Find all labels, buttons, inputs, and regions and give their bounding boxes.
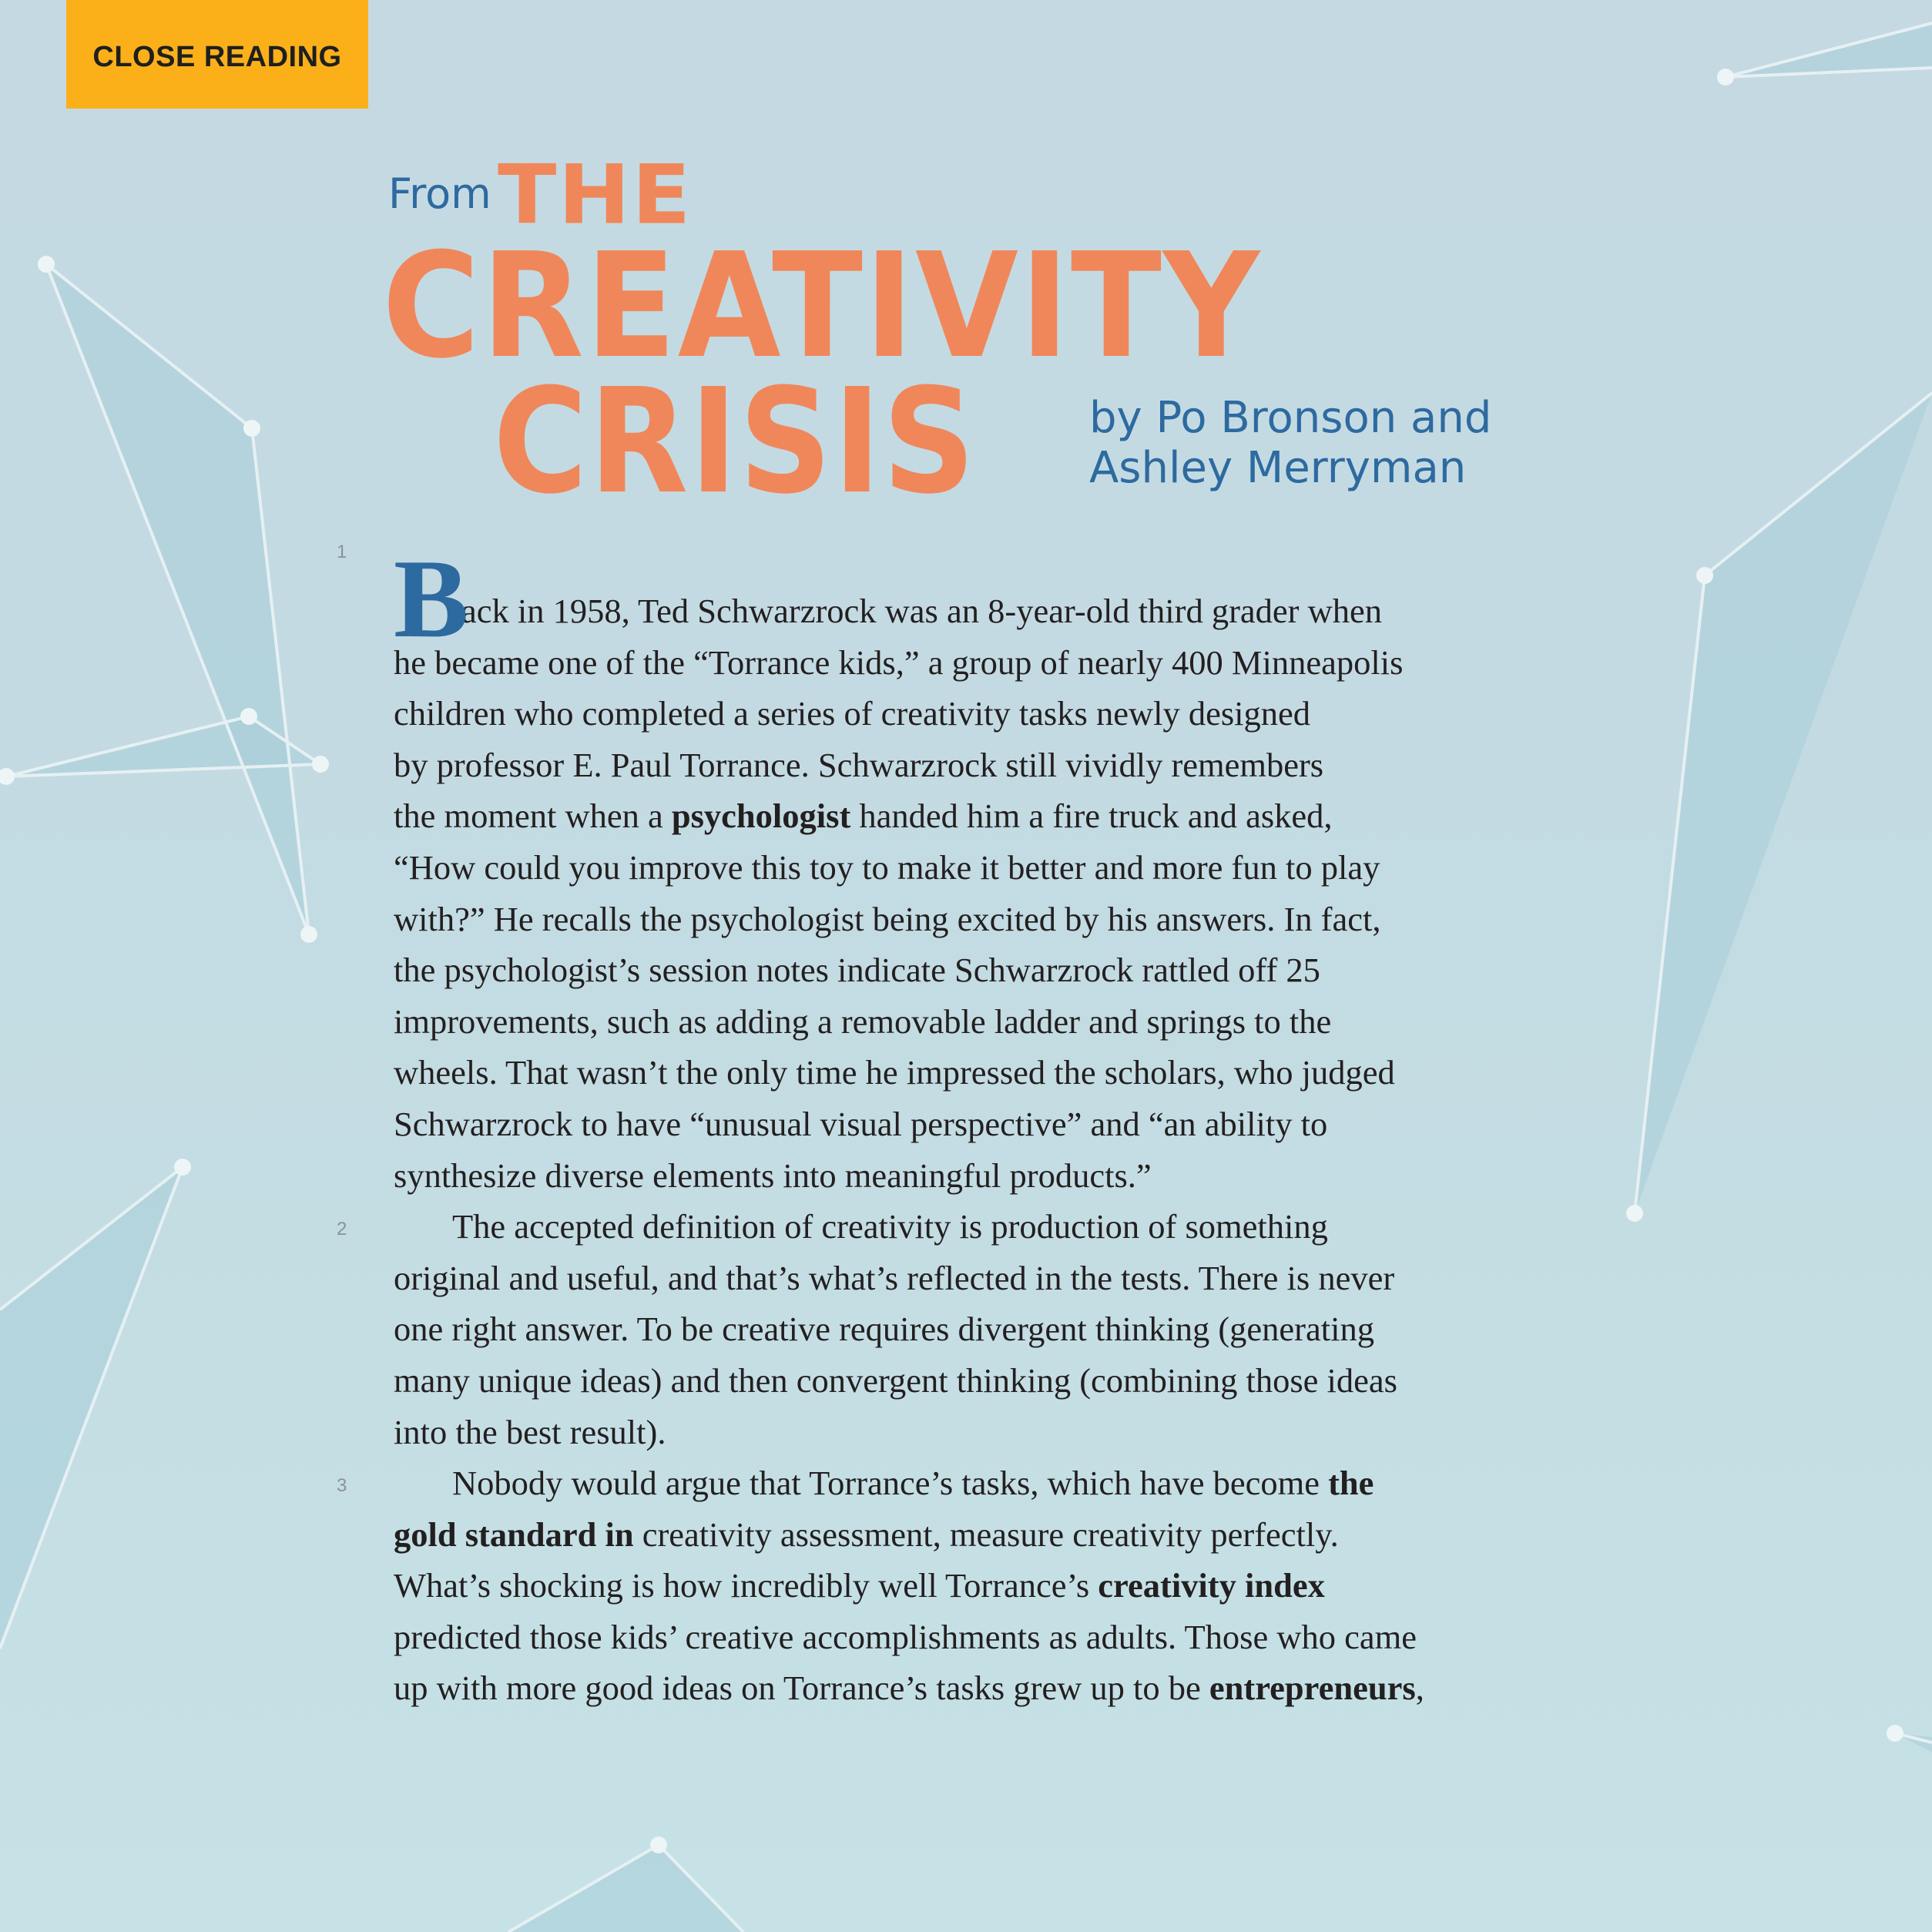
byline <box>1089 393 1491 493</box>
text-line: wheels. That wasn’t the only time he impressed the scholars, who judged <box>394 1053 1395 1092</box>
byline-line-1: by Po Bronson and <box>1089 393 1492 443</box>
paragraph-3 <box>337 1457 1595 1714</box>
drop-cap: B <box>394 536 469 661</box>
paragraph-number: 3 <box>337 1475 347 1497</box>
text-line: B ack in 1958, Ted Schwarzrock was an 8-year-old third grader when <box>394 536 1383 661</box>
text-line: original and useful, and that’s what’s reflected in the tests. There is never <box>394 1258 1395 1297</box>
text-line: into the best result). <box>394 1412 666 1451</box>
text-line: “How could you improve this toy to make it better and more fun to play <box>394 847 1380 887</box>
text-line: the moment when a psychologist handed him a fire truck and asked, <box>394 797 1333 836</box>
paragraph-number: 1 <box>337 542 347 562</box>
text-line: gold standard in creativity assessment, measure creativity perfectly. <box>394 1514 1339 1554</box>
article-body <box>337 524 1595 1714</box>
text-line: one right answer. To be creative requires divergent thinking (generating <box>394 1310 1374 1349</box>
vocabulary-term: psychologist <box>671 797 851 836</box>
vocabulary-term: creativity index <box>1098 1566 1325 1605</box>
byline-line-2: Ashley Merryman <box>1089 443 1467 493</box>
text-line: children who completed a series of creativity tasks newly designed <box>394 694 1311 733</box>
title-word-the: THE <box>498 147 693 243</box>
title-prefix: From <box>388 169 491 218</box>
text-line: synthesize diverse elements into meaningful products.” <box>394 1156 1152 1195</box>
vocabulary-term: entrepreneurs <box>1209 1669 1416 1708</box>
paragraph-1 <box>337 524 1595 1201</box>
title-word-creativity: CREATIVITY <box>382 222 1261 391</box>
text-line: The accepted definition of creativity is production of something <box>452 1207 1328 1246</box>
text-line: What’s shocking is how incredibly well Torrance’s creativity index <box>394 1566 1325 1605</box>
text-line: predicted those kids’ creative accomplishments as adults. Those who came <box>394 1617 1417 1656</box>
text-line: many unique ideas) and then convergent thinking (combining those ideas <box>394 1360 1397 1400</box>
text-line: he became one of the “Torrance kids,” a group of nearly 400 Minneapolis <box>394 642 1404 682</box>
text-line: Nobody would argue that Torrance’s tasks, which have become the <box>452 1464 1374 1503</box>
close-reading-badge <box>66 0 368 109</box>
text-line: Schwarzrock to have “unusual visual perspective” and “an ability to <box>394 1104 1328 1143</box>
text-line: with?” He recalls the psychologist being excited by his answers. In fact, <box>394 899 1381 938</box>
vocabulary-term: gold standard in <box>394 1514 634 1554</box>
text-line: the psychologist’s session notes indicate Schwarzrock rattled off 25 <box>394 951 1320 990</box>
text-line: improvements, such as adding a removable ladder and springs to the <box>394 1001 1332 1041</box>
text-line: up with more good ideas on Torrance’s tasks grew up to be entrepreneurs, <box>394 1669 1424 1708</box>
title-word-crisis: CRISIS <box>493 357 977 526</box>
paragraph-2 <box>337 1201 1595 1457</box>
vocabulary-term: the <box>1328 1464 1374 1503</box>
text-line: by professor E. Paul Torrance. Schwarzrock still vividly remembers <box>394 745 1324 784</box>
badge-label: CLOSE READING <box>92 41 342 73</box>
paragraph-number: 2 <box>337 1219 347 1240</box>
